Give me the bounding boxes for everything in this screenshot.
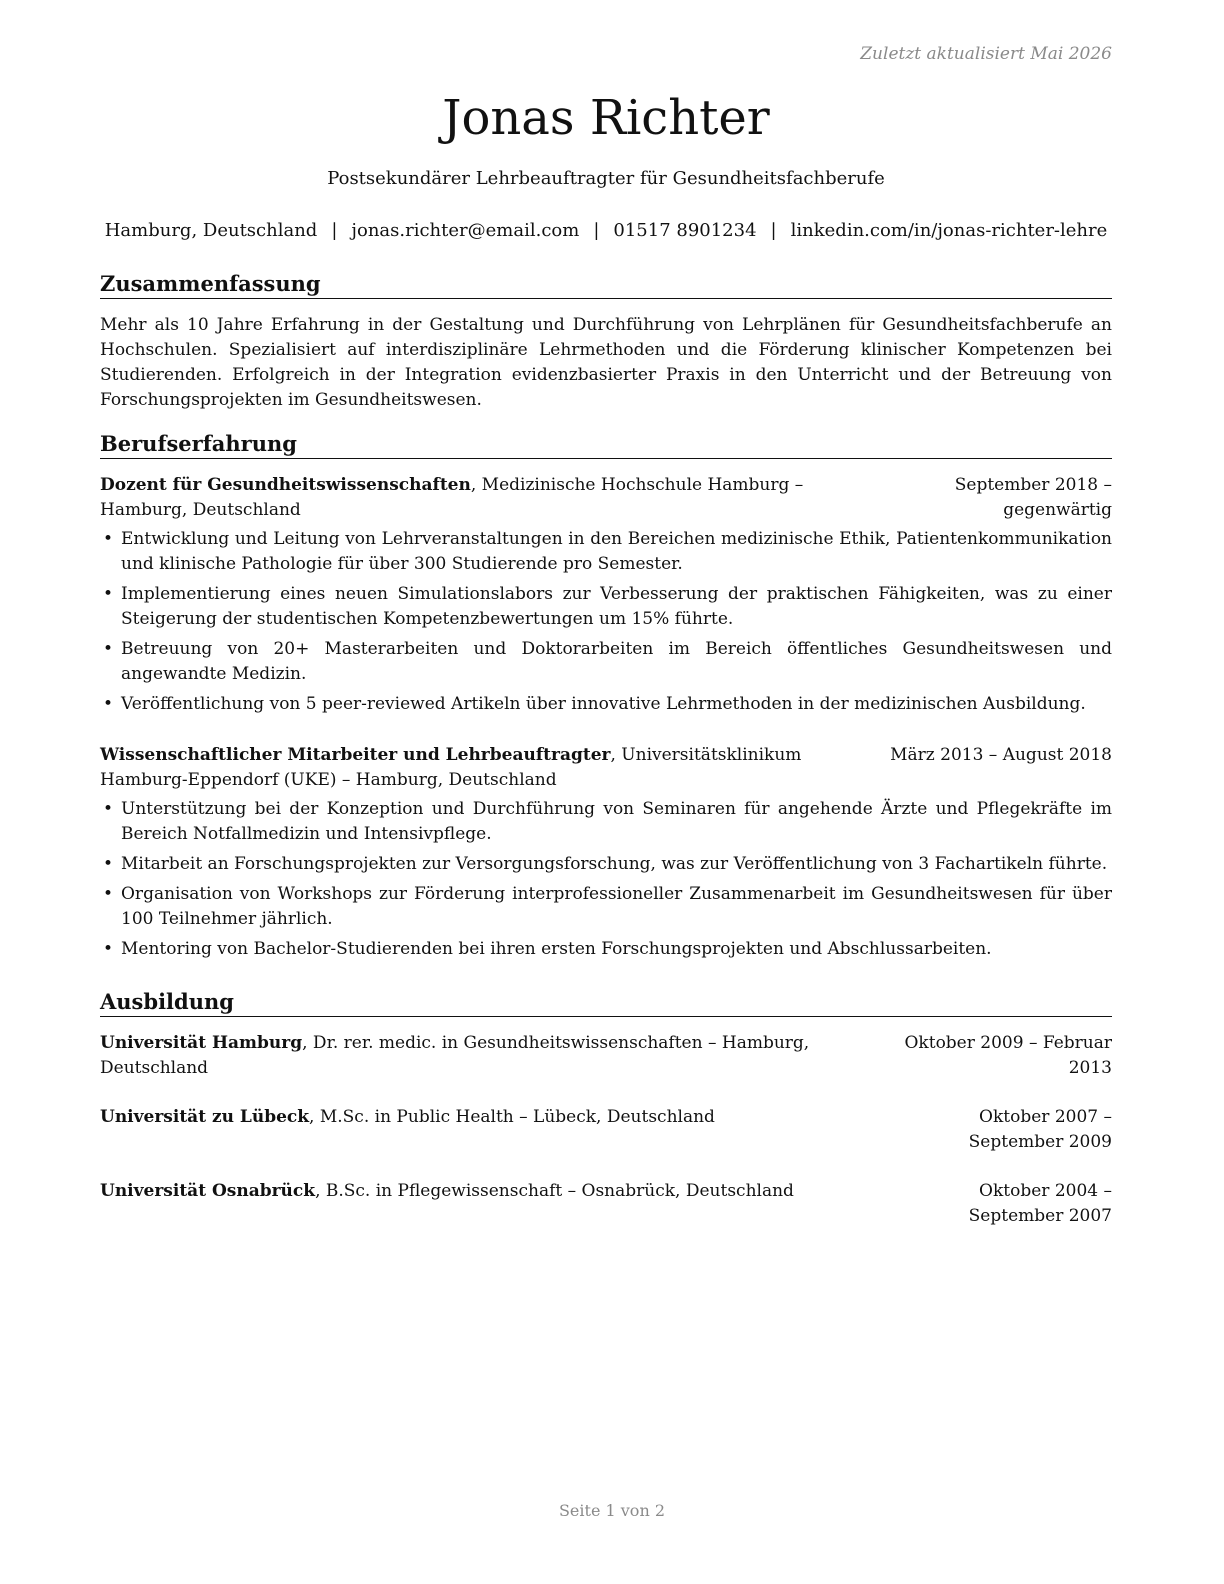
experience-section	[100, 430, 1112, 967]
education-entry	[100, 1105, 1112, 1155]
bullet-icon: •	[103, 529, 114, 549]
job-info	[100, 743, 890, 793]
bullet-icon: •	[103, 799, 114, 819]
contact-phone: 01517 8901234	[613, 220, 757, 241]
education-entry	[100, 1179, 1112, 1229]
bullet-text: Veröffentlichung von 5 peer-reviewed Artikeln über innovative Lehrmethoden in der medizinischen Ausbildung.	[121, 694, 1086, 714]
resume-page	[100, 0, 1112, 1584]
bullet-text: Entwicklung und Leitung von Lehrveranstaltungen in den Bereichen medizinische Ethik, Patientenkommunikation und klinische Pathologie für über 300 Studierende pro Semester.	[121, 529, 1112, 574]
education-dates: Oktober 2007 – September 2009	[968, 1107, 1112, 1152]
summary-heading: Zusammenfassung	[100, 270, 1112, 299]
education-header	[100, 1179, 1112, 1229]
school-name: Universität Hamburg	[100, 1033, 303, 1053]
education-heading: Ausbildung	[100, 988, 1112, 1017]
bullet-item	[100, 637, 1112, 687]
bullet-item	[100, 527, 1112, 577]
job-info	[100, 473, 878, 523]
bullet-text: Organisation von Workshops zur Förderung interprofessioneller Zusammenarbeit im Gesundheitswesen für über 100 Teilnehmer jährlich.	[121, 884, 1112, 929]
job-entry	[100, 743, 1112, 962]
job-entry	[100, 473, 1112, 717]
education-header	[100, 1031, 1112, 1081]
experience-heading: Berufserfahrung	[100, 430, 1112, 459]
job-bullets	[100, 527, 1112, 717]
bullet-item	[100, 797, 1112, 847]
bullet-text: Mitarbeit an Forschungsprojekten zur Versorgungsforschung, was zur Veröffentlichung von 3 Fachartikeln führte.	[121, 854, 1108, 874]
education-dates: Oktober 2004 – September 2007	[968, 1181, 1112, 1226]
job-bullets	[100, 797, 1112, 962]
school-name: Universität Osnabrück	[100, 1181, 316, 1201]
summary-section	[100, 270, 1112, 413]
job-title: Postsekundärer Lehrbeauftragter für Gesundheitsfachberufe	[327, 168, 885, 189]
bullet-item	[100, 882, 1112, 932]
education-info	[100, 1179, 880, 1229]
job-header	[100, 473, 1112, 523]
job-details: , Universitätsklinikum Hamburg-Eppendorf (UKE) – Hamburg, Deutschland	[100, 745, 802, 790]
summary-text: Mehr als 10 Jahre Erfahrung in der Gestaltung und Durchführung von Lehrplänen für Gesundheitsfachberufe an Hochschulen. Spezialisiert auf interdisziplinäre Lehrmethoden und die Förderung klinischer Kompetenzen bei Studierenden. Erfolgreich in der Integration evidenzbasierter Praxis in den Unterricht und der Betreuung von Forschungsprojekten im Gesundheitswesen.	[100, 315, 1112, 410]
contact-line	[100, 219, 1112, 243]
bullet-icon: •	[103, 884, 114, 904]
bullet-item	[100, 692, 1112, 717]
education-entry	[100, 1031, 1112, 1081]
job-details: , Medizinische Hochschule Hamburg – Hamburg, Deutschland	[100, 475, 804, 520]
bullet-text: Mentoring von Bachelor-Studierenden bei ihren ersten Forschungsprojekten und Abschlussarbeiten.	[121, 939, 992, 959]
degree-details: , B.Sc. in Pflegewissenschaft – Osnabrück, Deutschland	[315, 1181, 794, 1201]
job-title: Wissenschaftlicher Mitarbeiter und Lehrbeauftragter	[100, 745, 611, 765]
job-header	[100, 743, 1112, 793]
contact-location: Hamburg, Deutschland	[104, 220, 318, 241]
bullet-text: Unterstützung bei der Konzeption und Durchführung von Seminaren für angehende Ärzte und Pflegekräfte im Bereich Notfallmedizin und Intensivpflege.	[121, 799, 1112, 844]
bullet-icon: •	[103, 939, 114, 959]
bullet-icon: •	[103, 854, 114, 874]
bullet-text: Betreuung von 20+ Masterarbeiten und Doktorarbeiten im Bereich öffentliches Gesundheitswesen und angewandte Medizin.	[121, 639, 1112, 684]
education-header	[100, 1105, 1112, 1155]
bullet-item	[100, 852, 1112, 877]
degree-details: , M.Sc. in Public Health – Lübeck, Deutschland	[309, 1107, 715, 1127]
page-number: Seite 1 von 2	[558, 1501, 666, 1520]
contact-linkedin[interactable]: linkedin.com/in/jonas-richter-lehre	[790, 220, 1108, 241]
school-name: Universität zu Lübeck	[100, 1107, 310, 1127]
separator: |	[770, 220, 777, 241]
separator: |	[331, 220, 338, 241]
last-updated: Zuletzt aktualisiert Mai 2026	[860, 44, 1112, 64]
education-info	[100, 1105, 880, 1155]
education-dates: Oktober 2009 – Februar 2013	[904, 1033, 1112, 1078]
education-section	[100, 988, 1112, 1229]
job-dates: September 2018 – gegenwärtig	[954, 475, 1112, 520]
bullet-icon: •	[103, 694, 114, 714]
person-name: Jonas Richter	[442, 90, 770, 146]
contact-email[interactable]: jonas.richter@email.com	[351, 220, 580, 241]
bullet-text: Implementierung eines neuen Simulationslabors zur Verbesserung der praktischen Fähigkeiten, was zu einer Steigerung der studentischen Kompetenzbewertungen um 15% führte.	[121, 584, 1112, 629]
bullet-icon: •	[103, 639, 114, 659]
separator: |	[593, 220, 600, 241]
degree-details: , Dr. rer. medic. in Gesundheitswissenschaften – Hamburg, Deutschland	[100, 1033, 810, 1078]
education-info	[100, 1031, 880, 1081]
bullet-item	[100, 937, 1112, 962]
job-dates: März 2013 – August 2018	[890, 745, 1112, 765]
bullet-item	[100, 582, 1112, 632]
bullet-icon: •	[103, 584, 114, 604]
job-title: Dozent für Gesundheitswissenschaften	[100, 475, 471, 495]
